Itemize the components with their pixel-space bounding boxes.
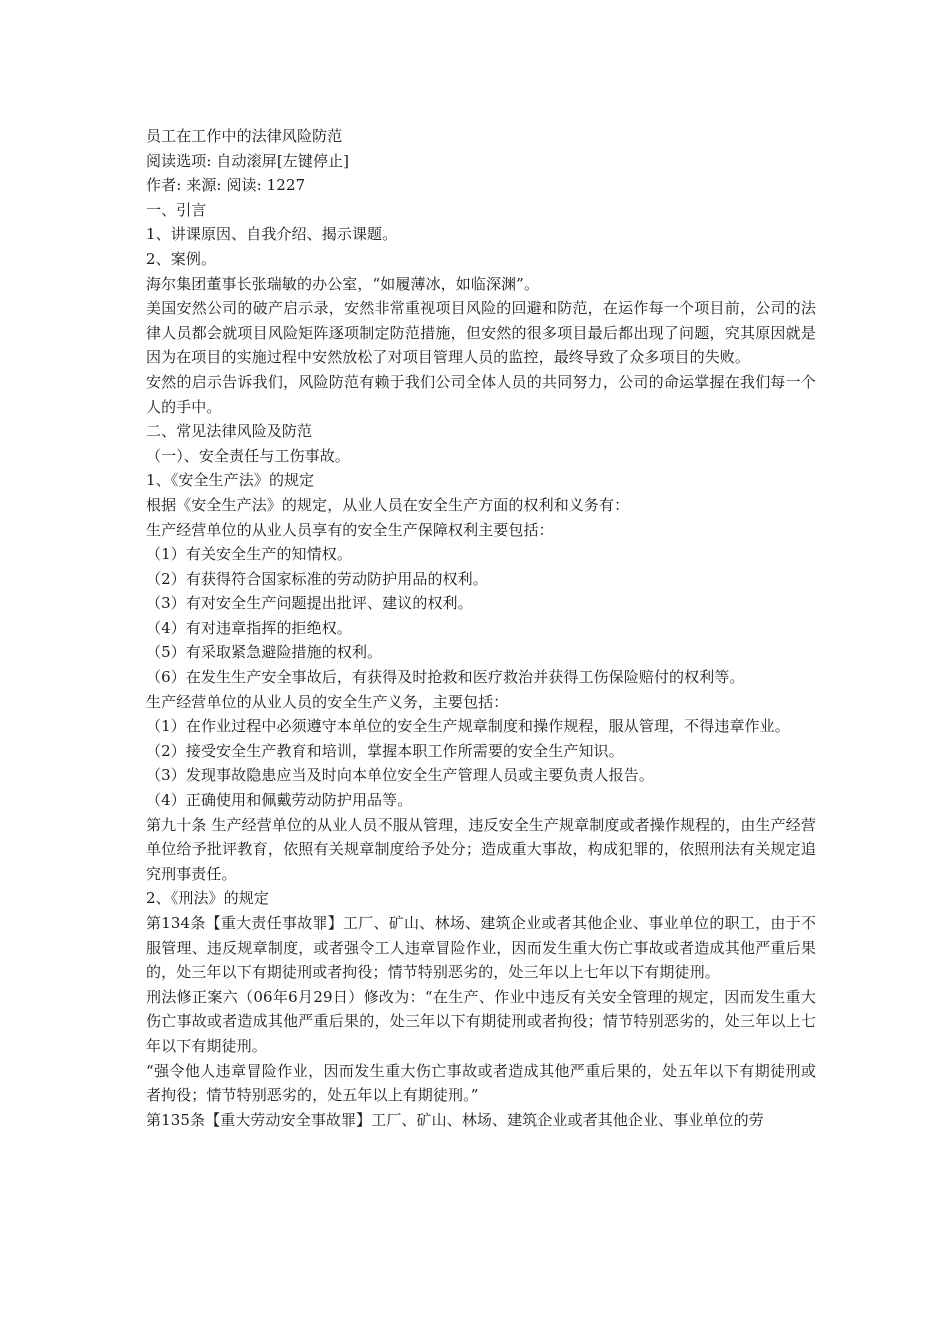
subsection-heading: （一）、安全责任与工伤事故。 bbox=[146, 446, 350, 465]
paragraph: 美国安然公司的破产启示录，安然非常重视项目风险的回避和防范，在运作每一个项目前，公司的法律人员都会就项目风险矩阵逐项制定防范措施，但安然的很多项目最后都出现了问题，究其原因就是因为在项目的实施过程中安然放松了对项目管理人员的监控，最终导致了众多项目的失败。 bbox=[146, 299, 816, 367]
list-item: （6）在发生生产安全事故后，有获得及时抢救和医疗救治并获得工伤保险赔付的权利等。 bbox=[146, 668, 745, 687]
paragraph: 海尔集团董事长张瑞敏的办公室，“如履薄冰，如临深渊”。 bbox=[146, 274, 540, 293]
list-item: （2）有获得符合国家标准的劳动防护用品的权利。 bbox=[146, 569, 488, 588]
document-title: 员工在工作中的法律风险防范 bbox=[146, 127, 343, 145]
paragraph: 生产经营单位的从业人员享有的安全生产保障权利主要包括： bbox=[146, 520, 554, 539]
paragraph: 2、案例。 bbox=[146, 249, 217, 268]
paragraph: “强令他人违章冒险作业，因而发生重大伤亡事故或者造成其他严重后果的，处五年以下有期徒刑或者拘役；情节特别恶劣的，处五年以上有期徒刑。” bbox=[146, 1061, 816, 1105]
paragraph: 安然的启示告诉我们，风险防范有赖于我们公司全体人员的共同努力，公司的命运掌握在我们每一个人的手中。 bbox=[146, 372, 816, 416]
paragraph: 第135条【重大劳动安全事故罪】工厂、矿山、林场、建筑企业或者其他企业、事业单位的劳 bbox=[146, 1110, 764, 1129]
list-item: （5）有采取紧急避险措施的权利。 bbox=[146, 643, 383, 662]
paragraph: 第134条【重大责任事故罪】工厂、矿山、林场、建筑企业或者其他企业、事业单位的职工，由于不服管理、违反规章制度，或者强令工人违章冒险作业，因而发生重大伤亡事故或者造成其他严重后果的，处三年以下有期徒刑或者拘役；情节特别恶劣的，处三年以上七年以下有期徒刑。 bbox=[146, 914, 816, 982]
section-heading-introduction: 一、引言 bbox=[146, 200, 207, 219]
list-item: （4）正确使用和佩戴劳动防护用品等。 bbox=[146, 791, 413, 810]
list-item: （2）接受安全生产教育和培训，掌握本职工作所需要的安全生产知识。 bbox=[146, 741, 624, 760]
paragraph: 根据《安全生产法》的规定，从业人员在安全生产方面的权利和义务有： bbox=[146, 495, 630, 514]
reading-options: 阅读选项: 自动滚屏[左键停止] bbox=[146, 151, 350, 170]
list-item: （3）发现事故隐患应当及时向本单位安全生产管理人员或主要负责人报告。 bbox=[146, 766, 654, 785]
author-source-views: 作者: 来源: 阅读: 1227 bbox=[146, 176, 306, 195]
paragraph: 1、讲课原因、自我介绍、揭示课题。 bbox=[146, 225, 398, 244]
list-item: （3）有对安全生产问题提出批评、建议的权利。 bbox=[146, 594, 473, 613]
list-item: （1）有关安全生产的知情权。 bbox=[146, 545, 352, 564]
section-heading-legal-risks: 二、常见法律风险及防范 bbox=[146, 422, 313, 441]
document-body bbox=[146, 124, 816, 1132]
paragraph: 刑法修正案六（06年6月29日）修改为：“在生产、作业中违反有关安全管理的规定，因而发生重大伤亡事故或者造成其他严重后果的，处三年以下有期徒刑或者拘役；情节特别恶劣的，处三年以上七年以下有期徒刑。 bbox=[146, 987, 816, 1055]
subsection-heading: 2、《刑法》的规定 bbox=[146, 889, 269, 908]
list-item: （1）在作业过程中必须遵守本单位的安全生产规章制度和操作规程，服从管理，不得违章作业。 bbox=[146, 717, 790, 736]
paragraph: 第九十条 生产经营单位的从业人员不服从管理，违反安全生产规章制度或者操作规程的，由生产经营单位给予批评教育，依照有关规章制度给予处分；造成重大事故，构成犯罪的，依照刑法有关规定追究刑事责任。 bbox=[146, 815, 816, 883]
paragraph: 生产经营单位的从业人员的安全生产义务，主要包括： bbox=[146, 692, 509, 711]
subsection-heading: 1、《安全生产法》的规定 bbox=[146, 471, 315, 490]
list-item: （4）有对违章指挥的拒绝权。 bbox=[146, 618, 352, 637]
